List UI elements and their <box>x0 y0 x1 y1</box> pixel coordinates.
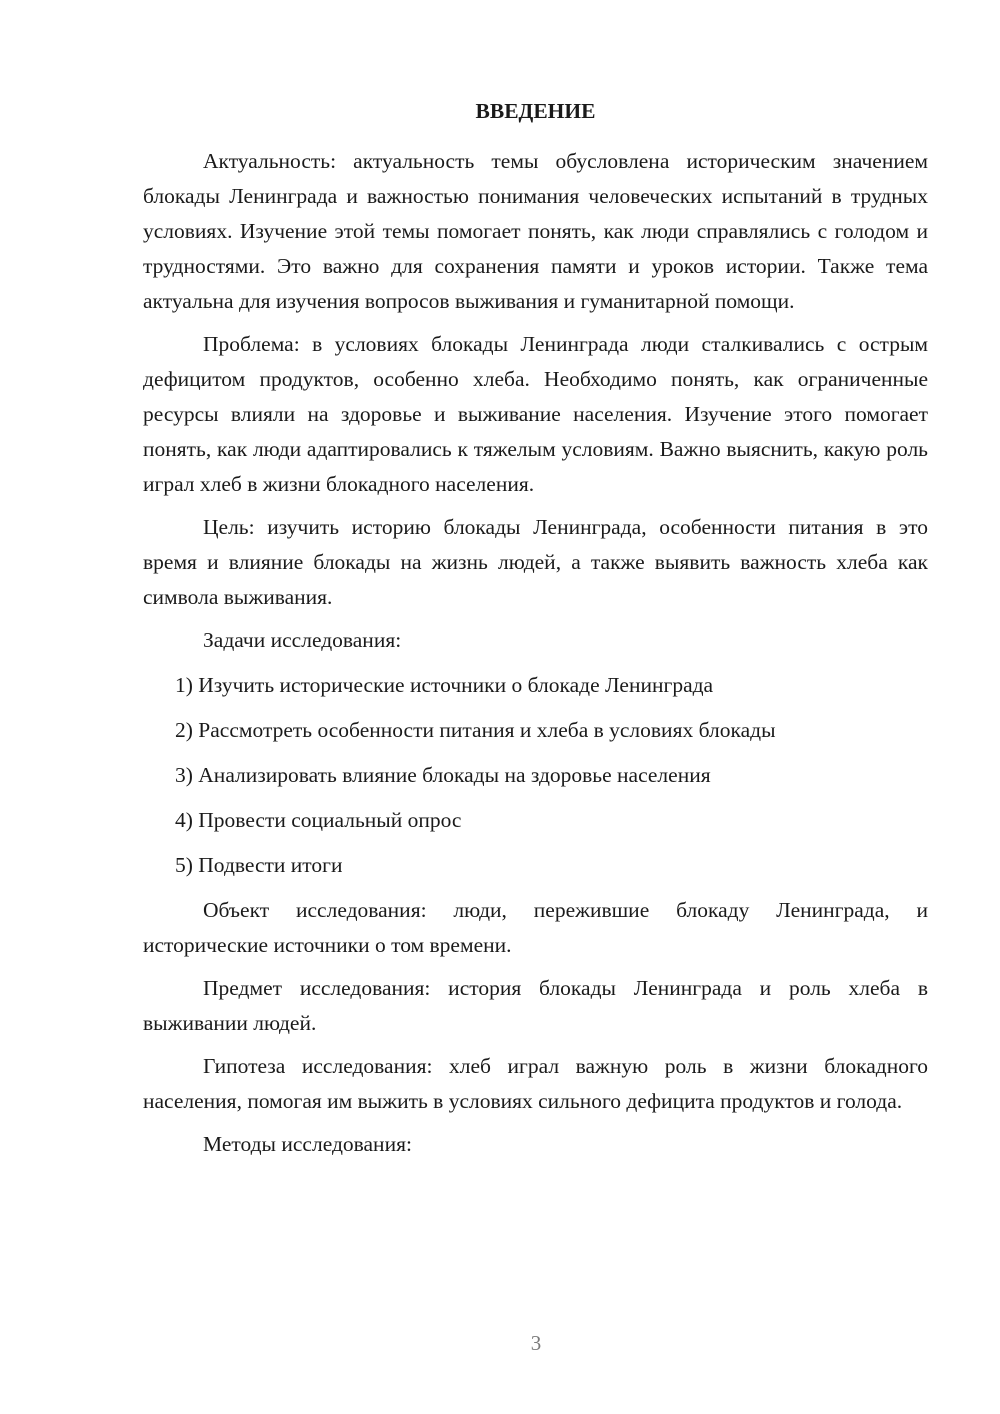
task-item: 4) Провести социальный опрос <box>175 808 462 832</box>
tasks-heading: Задачи исследования: <box>203 628 402 652</box>
page-number: 3 <box>530 1331 542 1355</box>
goal-paragraph: Цель: изучить историю блокады Ленинграда, особенности питания в это время и влияние блокады на жизнь людей, а также выявить важность хлеба как символа выживания. <box>143 515 928 609</box>
relevance-paragraph: Актуальность: актуальность темы обусловлена историческим значением блокады Ленинграда и важностью понимания человеческих испытаний в трудных условиях. Изучение этой темы помогает понять, как люди справлялись с голодом и трудностями. Это важно для сохранения памяти и уроков истории. Также тема актуальна для изучения вопросов выживания и гуманитарной помощи. <box>143 149 928 313</box>
object-paragraph: Объект исследования: люди, пережившие блокаду Ленинграда, и исторические источники о том времени. <box>143 898 928 957</box>
task-item: 5) Подвести итоги <box>175 853 343 877</box>
problem-paragraph: Проблема: в условиях блокады Ленинграда люди сталкивались с острым дефицитом продуктов, особенно хлеба. Необходимо понять, как ограниченные ресурсы влияли на здоровье и выживание населения. Изучение этого помогает понять, как люди адаптировались к тяжелым условиям. Важно выяснить, какую роль играл хлеб в жизни блокадного населения. <box>143 332 928 496</box>
hypothesis-paragraph: Гипотеза исследования: хлеб играл важную роль в жизни блокадного населения, помогая им выжить в условиях сильного дефицита продуктов и голода. <box>143 1054 928 1113</box>
methods-heading: Методы исследования: <box>203 1132 412 1156</box>
task-item: 2) Рассмотреть особенности питания и хлеба в условиях блокады <box>175 718 776 742</box>
task-item: 1) Изучить исторические источники о блокаде Ленинграда <box>175 673 714 697</box>
tasks-list <box>143 668 928 883</box>
task-item: 3) Анализировать влияние блокады на здоровье населения <box>175 763 711 787</box>
section-heading: ВВЕДЕНИЕ <box>475 99 596 123</box>
subject-paragraph: Предмет исследования: история блокады Ленинграда и роль хлеба в выживании людей. <box>143 976 928 1035</box>
document-page <box>143 94 928 1172</box>
